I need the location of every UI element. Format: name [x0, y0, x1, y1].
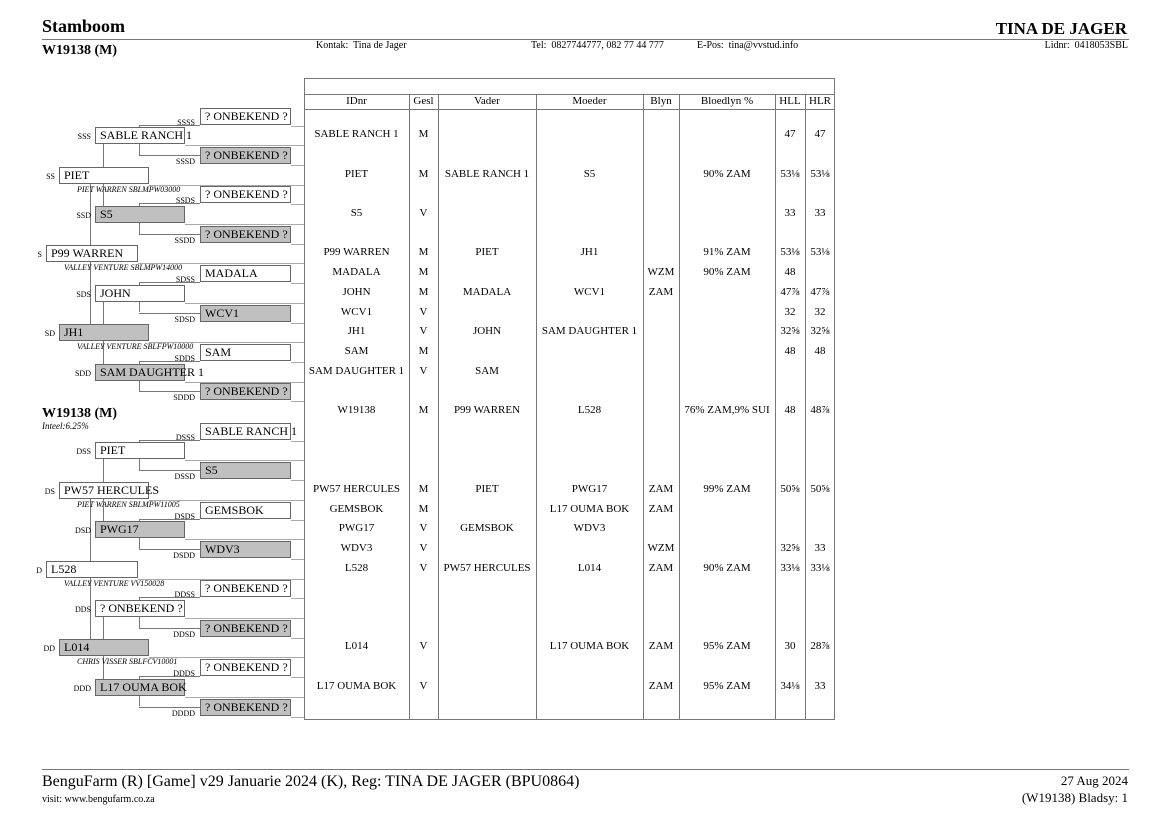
table-cell-bloodline: 91% ZAM — [703, 246, 751, 259]
table-cell-hlr: 48 — [814, 344, 826, 357]
table-cell-sire: PIET — [475, 246, 499, 259]
connector-line — [139, 391, 200, 392]
table-cell-bloodline: 90% ZAM — [703, 266, 751, 279]
table-cell-blyn: ZAM — [648, 482, 674, 495]
table-cell-hll: 32⅝ — [780, 541, 800, 554]
table-cell-sire: P99 WARREN — [453, 404, 521, 416]
connector-line — [139, 234, 200, 235]
footer-divider — [42, 769, 1129, 770]
table-cell-bloodline: 95% ZAM — [703, 679, 751, 692]
pedigree-box-dssd: S5 — [200, 462, 291, 479]
table-cell-sex: M — [418, 246, 429, 259]
position-label: SSDS — [175, 196, 195, 206]
table-cell-dam: PWG17 — [571, 482, 608, 495]
table-cell-sex: V — [419, 522, 428, 535]
table-cell-id: SAM DAUGHTER 1 — [308, 364, 405, 377]
table-cell-id: L014 — [344, 640, 369, 653]
position-label: DDS — [74, 605, 91, 614]
column-header: HLR — [809, 95, 831, 107]
position-label: SDDD — [173, 393, 195, 403]
table-cell-id: SABLE RANCH 1 — [314, 128, 399, 141]
table-cell-sex: V — [419, 207, 428, 219]
table-cell-hlr: 47 — [814, 128, 826, 141]
position-label: DDD — [73, 683, 91, 693]
table-cell-hll: 53⅛ — [780, 246, 800, 259]
inbreeding: Inteel:6.25% — [42, 421, 89, 431]
position-label: D — [36, 565, 42, 575]
table-cell-hll: 50⅝ — [780, 482, 800, 495]
table-cell-hll: 47⅞ — [780, 285, 800, 298]
pedigree-box-sd: JH1 — [59, 324, 149, 341]
column-header: Vader — [474, 95, 500, 107]
table-cell-sire: PW57 HERCULES — [443, 561, 531, 574]
contact-label: Kontak: — [316, 40, 349, 51]
tel-value: 0827744777, 082 77 44 777 — [551, 40, 664, 51]
row-guide-line — [291, 165, 304, 166]
table-cell-sex: V — [419, 325, 428, 338]
position-label: DSS — [76, 447, 91, 457]
connector-line — [139, 313, 200, 314]
table-cell-hll: 32⅝ — [780, 325, 800, 338]
table-cell-bloodline: 99% ZAM — [703, 482, 751, 495]
table-cell-blyn: ZAM — [648, 285, 674, 298]
row-guide-line — [291, 126, 304, 127]
software-info: BenguFarm (R) [Game] v29 Januarie 2024 (K), Reg: TINA DE JAGER (BPU0864) — [42, 773, 580, 790]
telephone — [531, 40, 664, 51]
table-cell-blyn: ZAM — [648, 561, 674, 574]
animal-id-header: W19138 (M) — [42, 43, 118, 58]
table-cell-id: PIET — [344, 167, 369, 180]
contact-name: Tina de Jager — [353, 40, 407, 51]
table-cell-sex: M — [418, 344, 429, 357]
position-label: SDDS — [174, 353, 195, 363]
table-cell-hll: 34⅛ — [780, 679, 800, 692]
table-cell-id: WDV3 — [340, 541, 373, 554]
pedigree-box-sdsd: WCV1 — [200, 305, 291, 322]
table-cell-sire: PIET — [475, 482, 499, 495]
pedigree-box-sdd: SAM DAUGHTER 1 — [95, 364, 185, 381]
table-cell-id: JH1 — [347, 325, 366, 338]
table-cell-hlr: 47⅞ — [810, 285, 830, 298]
table-cell-bloodline: 90% ZAM — [703, 167, 751, 180]
table-cell-hll: 48 — [784, 404, 796, 416]
table-cell-blyn: ZAM — [648, 502, 674, 515]
table-cell-hll: 47 — [784, 128, 796, 141]
member-value: 0418053SBL — [1074, 40, 1128, 51]
breeder-note: PIET WARREN SBLMPW03000 — [77, 184, 181, 194]
table-cell-hlr: 33⅛ — [810, 561, 830, 574]
table-cell-hll: 48 — [784, 266, 796, 279]
row-guide-line — [291, 244, 304, 245]
table-cell-id: WCV1 — [340, 305, 373, 318]
position-label: DDSS — [174, 590, 195, 600]
row-guide-line — [291, 520, 304, 521]
table-cell-hlr: 32 — [814, 305, 826, 318]
connector-line — [139, 470, 200, 471]
breeder-note: VALLEY VENTURE SBLMPW14000 — [64, 263, 183, 273]
position-label: SD — [44, 329, 55, 339]
breeder-note: VALLEY VENTURE VV150028 — [64, 578, 165, 588]
table-cell-hlr: 33 — [814, 541, 826, 554]
table-cell-dam: L014 — [577, 561, 602, 574]
pedigree-box-dsd: PWG17 — [95, 521, 185, 538]
row-guide-line — [291, 204, 304, 205]
table-cell-sex: M — [418, 167, 429, 180]
table-cell-blyn: ZAM — [648, 679, 674, 692]
member-label: Lidnr: — [1044, 40, 1070, 51]
row-guide-line — [291, 559, 304, 560]
position-label: DDDD — [171, 708, 195, 718]
table-cell-dam: S5 — [583, 167, 596, 180]
header-bottom-line — [304, 109, 835, 110]
pedigree-box-s: P99 WARREN — [46, 245, 138, 262]
table-cell-blyn: ZAM — [648, 640, 674, 653]
pedigree-box-sdss: MADALA — [200, 265, 291, 282]
table-cell-hlr: 32⅝ — [810, 325, 830, 338]
table-cell-dam: L528 — [577, 404, 602, 416]
column-header: IDnr — [346, 95, 367, 107]
table-cell-id: W19138 — [337, 404, 376, 416]
position-label: SSSS — [177, 117, 195, 127]
position-label: DSDS — [174, 511, 195, 521]
table-cell-hlr: 33 — [814, 679, 826, 692]
table-cell-hll: 48 — [784, 344, 796, 357]
table-cell-id: MADALA — [332, 266, 381, 279]
table-cell-hll: 30 — [784, 640, 796, 653]
table-cell-sex: V — [419, 364, 428, 377]
table-cell-dam: SAM DAUGHTER 1 — [541, 325, 638, 338]
position-label: SDS — [76, 289, 91, 299]
column-header: Moeder — [572, 95, 607, 107]
position-label: SDSS — [175, 275, 195, 285]
position-label: DS — [44, 486, 55, 496]
table-cell-hlr: 33 — [814, 207, 826, 219]
pedigree-box-dddd: ? ONBEKEND ? — [200, 699, 291, 716]
table-cell-sex: M — [418, 285, 429, 298]
table-cell-hlr: 53⅛ — [810, 167, 830, 180]
email-label: E-Pos: — [697, 40, 724, 51]
breeder-note: VALLEY VENTURE SBLFPW10000 — [77, 342, 194, 352]
table-cell-id: PW57 HERCULES — [312, 482, 401, 495]
table-cell-sire: SABLE RANCH 1 — [444, 167, 530, 180]
table-cell-blyn: WZM — [647, 541, 675, 554]
table-cell-bloodline: 95% ZAM — [703, 640, 751, 653]
table-cell-bloodline: 76% ZAM,9% SUI — [684, 404, 770, 416]
pedigree-box-dsss: SABLE RANCH 1 — [200, 423, 291, 440]
column-header: Blyn — [650, 95, 672, 107]
pedigree-box-ssd: S5 — [95, 206, 185, 223]
connector-line — [139, 155, 200, 156]
table-cell-sex: M — [418, 404, 429, 416]
table-cell-hll: 53⅛ — [780, 167, 800, 180]
pedigree-box-sdds: SAM — [200, 344, 291, 361]
column-header: Gesl — [413, 95, 434, 107]
pedigree-box-ddss: ? ONBEKEND ? — [200, 580, 291, 597]
subject-id: W19138 (M) — [42, 406, 118, 421]
column-header: HLL — [779, 95, 801, 107]
table-cell-sire: JOHN — [472, 325, 502, 338]
pedigree-box-dd: L014 — [59, 639, 149, 656]
table-cell-hlr: 50⅝ — [810, 482, 830, 495]
row-guide-line — [291, 323, 304, 324]
table-cell-dam: L17 OUMA BOK — [549, 640, 630, 653]
row-guide-line — [291, 717, 304, 718]
tel-label: Tel: — [531, 40, 547, 51]
pedigree-box-dsdd: WDV3 — [200, 541, 291, 558]
connector-line — [139, 707, 200, 708]
table-cell-sex: M — [418, 482, 429, 495]
pedigree-box-ssds: ? ONBEKEND ? — [200, 186, 291, 203]
pedigree-box-ddd: L17 OUMA BOK — [95, 679, 185, 696]
row-guide-line — [291, 677, 304, 678]
pedigree-box-ssdd: ? ONBEKEND ? — [200, 226, 291, 243]
pedigree-box-ddsd: ? ONBEKEND ? — [200, 620, 291, 637]
pedigree-box-ds: PW57 HERCULES — [59, 482, 149, 499]
table-cell-hlr: 48⅞ — [810, 404, 830, 416]
table-cell-id: P99 WARREN — [323, 246, 390, 259]
owner-name: TINA DE JAGER — [995, 19, 1127, 38]
table-cell-dam: WCV1 — [573, 285, 606, 298]
breeder-note: CHRIS VISSER SBLFCV10001 — [77, 657, 178, 667]
pedigree-box-sds: JOHN — [95, 285, 185, 302]
print-date: 27 Aug 2024 — [1060, 773, 1128, 788]
position-label: DSSD — [174, 472, 195, 482]
pedigree-box-dds: ? ONBEKEND ? — [95, 600, 185, 617]
table-cell-dam: L17 OUMA BOK — [549, 502, 630, 515]
table-cell-id: L17 OUMA BOK — [316, 679, 397, 692]
pedigree-box-dsds: GEMSBOK — [200, 502, 291, 519]
email — [697, 40, 798, 51]
table-cell-hll: 32 — [784, 305, 796, 318]
column-header: Bloedlyn % — [700, 95, 754, 107]
table-cell-hlr: 28⅞ — [810, 640, 830, 653]
row-guide-line — [291, 441, 304, 442]
row-guide-line — [291, 598, 304, 599]
position-label: DDSD — [173, 629, 195, 639]
table-cell-sex: V — [419, 305, 428, 318]
column-line — [643, 94, 644, 720]
table-cell-hll: 33⅛ — [780, 561, 800, 574]
table-cell-id: GEMSBOK — [329, 502, 384, 515]
email-value: tina@vvstud.info — [728, 40, 799, 51]
breeder-note: PIET WARREN SBLMPW11005 — [77, 499, 180, 509]
position-label: SSDD — [174, 235, 195, 245]
table-cell-hlr: 53⅛ — [810, 246, 830, 259]
table-cell-hll: 33 — [784, 207, 796, 219]
table-cell-id: L528 — [344, 561, 369, 574]
row-guide-line — [291, 401, 304, 402]
position-label: DSDD — [173, 550, 195, 560]
table-cell-id: S5 — [350, 207, 363, 219]
contact — [316, 40, 407, 51]
table-cell-dam: JH1 — [580, 246, 599, 259]
website: visit: www.bengufarm.co.za — [42, 794, 155, 805]
position-label: SDSD — [174, 314, 195, 324]
connector-line — [139, 628, 200, 629]
table-cell-id: JOHN — [342, 285, 371, 298]
row-guide-line — [291, 283, 304, 284]
table-cell-sex: M — [418, 128, 429, 141]
row-guide-line — [291, 362, 304, 363]
pedigree-box-ss: PIET — [59, 167, 149, 184]
table-cell-sire: MADALA — [462, 285, 512, 298]
position-label: SS — [46, 171, 55, 181]
table-cell-id: SAM — [344, 344, 369, 357]
position-label: DDDS — [173, 669, 195, 679]
pedigree-box-dss: PIET — [95, 442, 185, 459]
pedigree-box-sssd: ? ONBEKEND ? — [200, 147, 291, 164]
position-label: DSD — [74, 526, 91, 536]
position-label: SSS — [77, 132, 91, 142]
table-cell-sex: M — [418, 502, 429, 515]
pedigree-box-sddd: ? ONBEKEND ? — [200, 383, 291, 400]
position-label: SDD — [74, 368, 91, 378]
table-cell-sex: M — [418, 266, 429, 279]
position-label: DD — [43, 644, 55, 654]
position-label: DSSS — [175, 432, 195, 442]
table-cell-sex: V — [419, 561, 428, 574]
page-title: Stamboom — [42, 16, 126, 36]
pedigree-box-sss: SABLE RANCH 1 — [95, 127, 185, 144]
table-cell-bloodline: 90% ZAM — [703, 561, 751, 574]
row-guide-line — [291, 480, 304, 481]
table-cell-sex: V — [419, 679, 428, 692]
table-cell-dam: WDV3 — [573, 522, 606, 535]
pedigree-box-d: L528 — [46, 561, 138, 578]
position-label: SSD — [76, 211, 91, 220]
pedigree-box-ssss: ? ONBEKEND ? — [200, 108, 291, 125]
page-number: (W19138) Bladsy: 1 — [1021, 790, 1128, 805]
position-label: S — [37, 250, 42, 260]
table-cell-id: PWG17 — [338, 522, 375, 535]
row-guide-line — [291, 638, 304, 639]
table-cell-sex: V — [419, 541, 428, 554]
member-number — [1045, 40, 1128, 51]
connector-line — [139, 549, 200, 550]
position-label: SSSD — [175, 156, 195, 166]
table-cell-blyn: WZM — [647, 266, 675, 279]
pedigree-box-ddds: ? ONBEKEND ? — [200, 659, 291, 676]
table-cell-sire: GEMSBOK — [460, 522, 514, 535]
table-cell-sex: V — [419, 640, 428, 653]
table-cell-sire: SAM — [475, 364, 499, 377]
